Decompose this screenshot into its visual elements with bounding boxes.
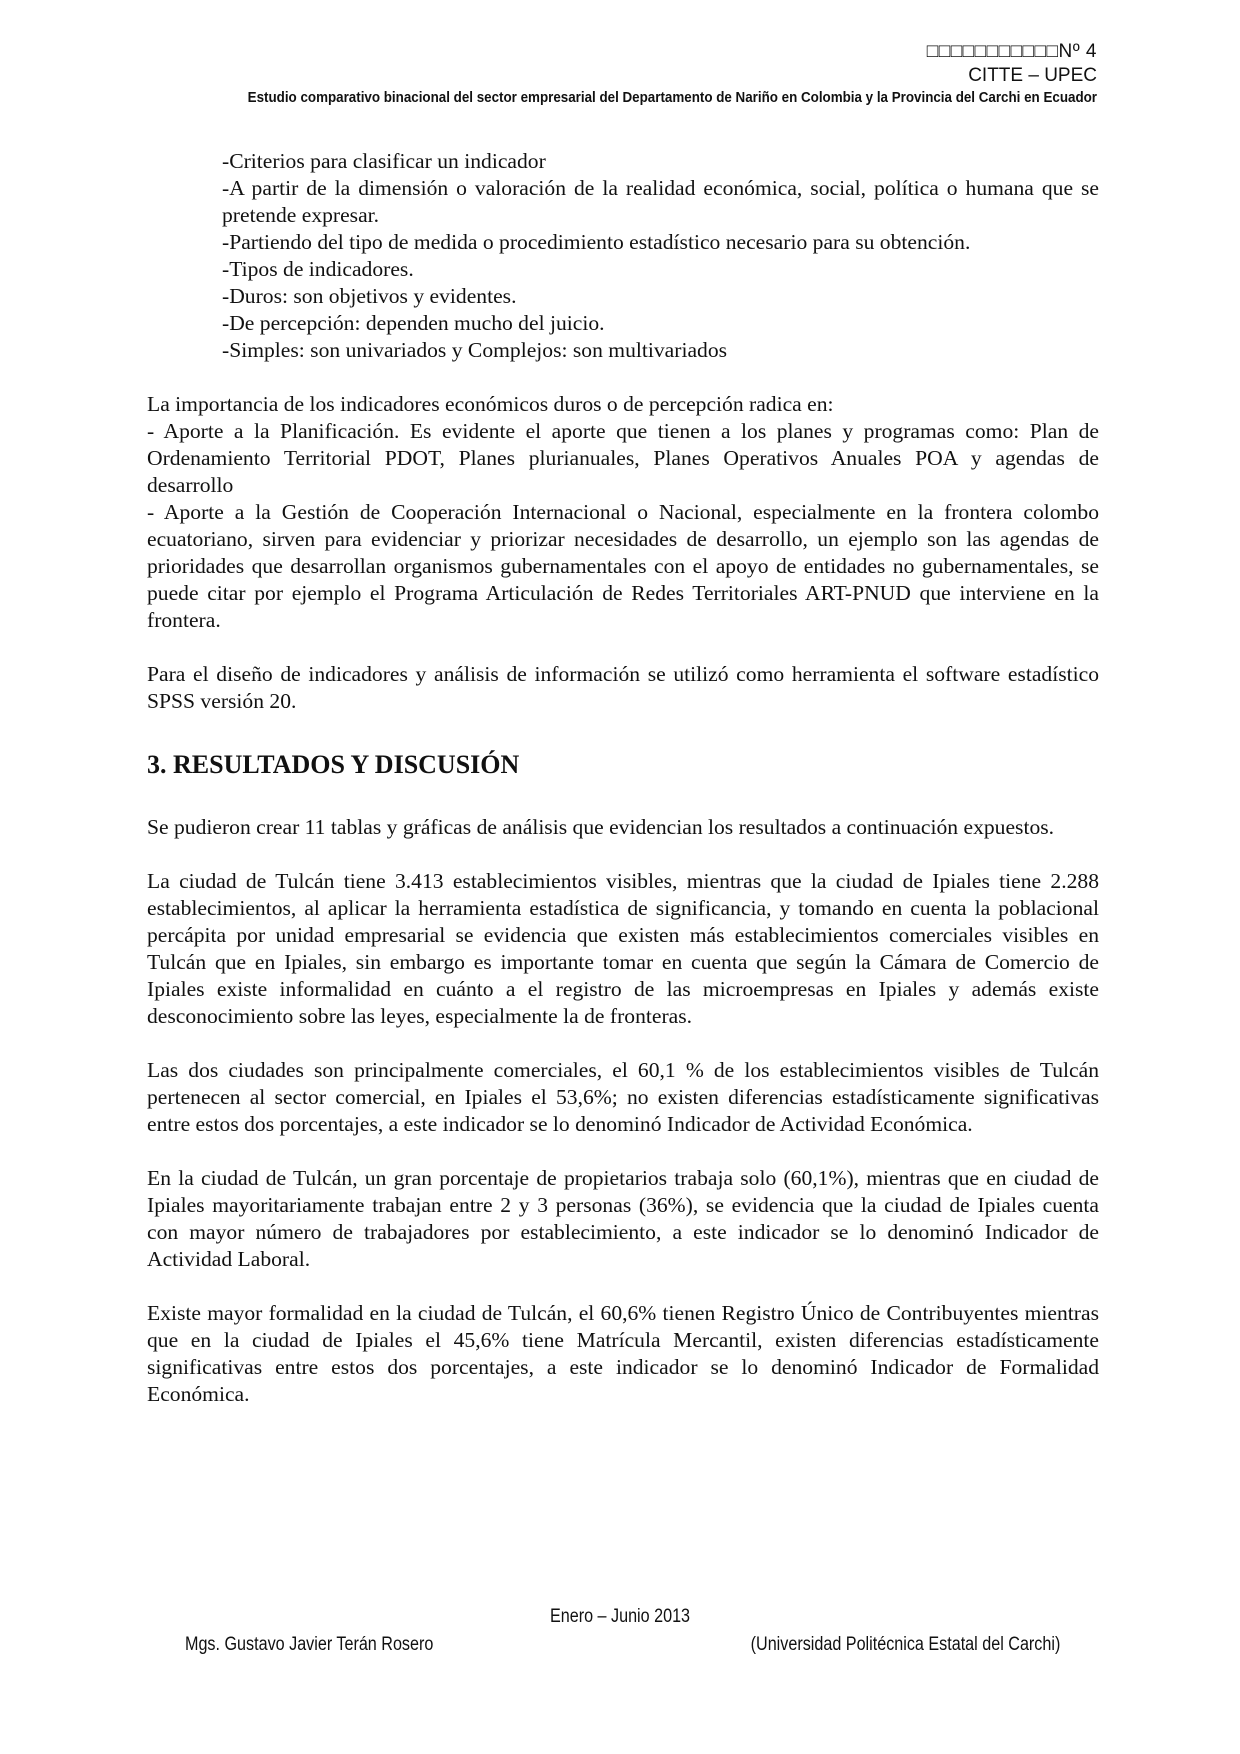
page-body (147, 148, 1099, 1408)
list-item: -De percepción: dependen mucho del juicio. (222, 311, 605, 335)
journal-issue: □□□□□□□□□□□Nº 4 (926, 41, 1097, 62)
spacer (147, 787, 1099, 814)
importance-intro: La importancia de los indicadores económicos duros o de percepción radica en: (147, 392, 834, 416)
spacer (147, 364, 1099, 391)
indicator-criteria-list (222, 148, 1099, 364)
importance-item-planning: - Aporte a la Planificación. Es evidente el aporte que tienen a los planes y programas como: Plan de Ordenamiento Territorial PDOT, Planes plurianuales, Planes Operativos Anuales POA y agendas de desarrollo (147, 419, 1099, 497)
journal-name: CITTE – UPEC (968, 65, 1097, 86)
spacer (147, 715, 1099, 742)
spacer (147, 1030, 1099, 1057)
footer-credits (0, 1631, 1240, 1659)
spacer (147, 841, 1099, 868)
results-paragraph: Se pudieron crear 11 tablas y gráficas de análisis que evidencian los resultados a continuación expuestos. (147, 815, 1055, 839)
footer-author: Mgs. Gustavo Javier Terán Rosero (185, 1634, 434, 1655)
spacer (147, 634, 1099, 661)
section-heading: 3. RESULTADOS Y DISCUSIÓN (147, 750, 520, 779)
list-item: -A partir de la dimensión o valoración de la realidad económica, social, política o humana que se pretende expresar. (222, 176, 1099, 227)
page-footer (0, 1603, 1240, 1659)
article-running-title: Estudio comparativo binacional del sector empresarial del Departamento de Nariño en Colombia y la Provincia del Carchi en Ecuador (247, 90, 1097, 106)
page-header (140, 40, 1097, 109)
footer-date: Enero – Junio 2013 (549, 1606, 691, 1627)
spacer (147, 1138, 1099, 1165)
results-paragraph: En la ciudad de Tulcán, un gran porcentaje de propietarios trabaja solo (60,1%), mientras que en ciudad de Ipiales mayoritariamente trabajan entre 2 y 3 personas (36%), se evidencia que la ciudad de Ipiales cuenta con mayor número de trabajadores por establecimiento, a este indicador se lo denominó Indicador de Actividad Laboral. (147, 1166, 1099, 1271)
software-paragraph: Para el diseño de indicadores y análisis de información se utilizó como herramienta el software estadístico SPSS versión 20. (147, 662, 1099, 713)
list-item: -Duros: son objetivos y evidentes. (222, 284, 517, 308)
list-item: -Criterios para clasificar un indicador (222, 149, 546, 173)
spacer (147, 1273, 1099, 1300)
results-paragraph: Las dos ciudades son principalmente comerciales, el 60,1 % de los establecimientos visibles de Tulcán pertenecen al sector comercial, en Ipiales el 53,6%; no existen diferencias estadísticamente significativas entre estos dos porcentajes, a este indicador se lo denominó Indicador de Actividad Económica. (147, 1058, 1099, 1136)
footer-institution: (Universidad Politécnica Estatal del Carchi) (750, 1634, 1060, 1655)
list-item: -Simples: son univariados y Complejos: son multivariados (222, 338, 728, 362)
results-paragraph: Existe mayor formalidad en la ciudad de Tulcán, el 60,6% tienen Registro Único de Contribuyentes mientras que en la ciudad de Ipiales el 45,6% tiene Matrícula Mercantil, existen diferencias estadísticamente significativas entre estos dos porcentajes, a este indicador se lo denominó Indicador de Formalidad Económica. (147, 1301, 1099, 1406)
results-paragraph: La ciudad de Tulcán tiene 3.413 establecimientos visibles, mientras que la ciudad de Ipiales tiene 2.288 establecimientos, al aplicar la herramienta estadística de significancia, y tomando en cuenta la poblacional percápita por unidad empresarial se evidencia que existen más establecimientos comerciales visibles en Tulcán que en Ipiales, sin embargo es importante tomar en cuenta que según la Cámara de Comercio de Ipiales existe informalidad en cuánto a el registro de las microempresas en Ipiales y además existe desconocimiento sobre las leyes, especialmente la de fronteras. (147, 869, 1099, 1028)
importance-item-cooperation: - Aporte a la Gestión de Cooperación Internacional o Nacional, especialmente en la frontera colombo ecuatoriano, sirven para evidenciar y priorizar necesidades de desarrollo, un ejemplo son las agendas de prioridades que desarrollan organismos gubernamentales con el apoyo de entidades no gubernamentales, se puede citar por ejemplo el Programa Articulación de Redes Territoriales ART-PNUD que interviene en la frontera. (147, 500, 1099, 632)
list-item: -Partiendo del tipo de medida o procedimiento estadístico necesario para su obtención. (222, 230, 971, 254)
list-item: -Tipos de indicadores. (222, 257, 414, 281)
